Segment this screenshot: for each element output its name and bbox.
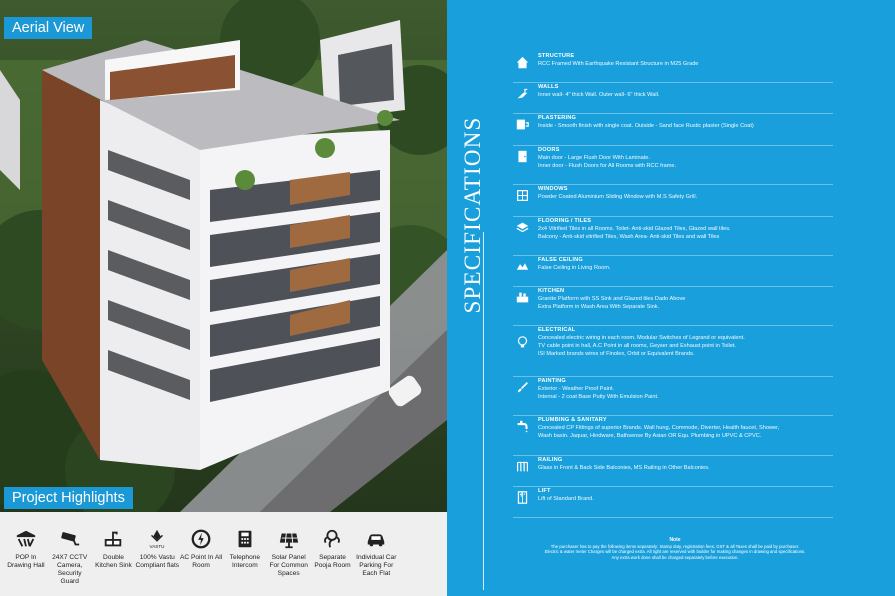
spec-kitchen [513,287,833,326]
window-icon [516,189,529,202]
specifications-list [513,52,833,518]
spec-heading: PLASTERING [538,115,577,121]
vastu-icon [146,528,168,550]
ceiling-icon [516,260,529,273]
spec-text: Inside - Smooth finish with single coat. Outside - Sand face Rustic plaster (Single Coat) [538,123,754,129]
spec-text: Lift of Standard Brand. [538,496,594,502]
spec-text: 2x4 Vitrified Tiles in all Rooms. Toilet- Anti-skid Glazed Tiles, Glazed wall tiles. [538,226,731,232]
highlight-label: POP In Drawing Hall [7,554,45,569]
paint-brush-icon [516,381,529,394]
railing-icon [516,460,529,473]
spec-heading: FALSE CEILING [538,257,583,263]
spec-text: Wash basin. Jaquar, Hindware, Bathsense By Asian OR Equ. Plumbing in UPVC & CPVC. [538,433,762,439]
spec-text: Powder Coated Aluminium Sliding Window with M.S Safety Grill. [538,194,698,200]
note-line: Electric & water meter Charges will be charged extra. All right are reserved with builder for making changes in drawing and specifications. [544,549,806,555]
spec-text: Internal - 2 coat Base Putty With Emulsion Paint. [538,394,659,400]
spec-text: TV cable point in hall, A.C Point in all rooms, Geyser and Exhaust point in Toilet. [538,343,736,349]
project-highlights-bar [0,512,447,596]
spec-text: Extra Platform in Wash Area With Separate Sink. [538,304,660,310]
highlight-label: Telephone Intercom [229,554,261,569]
spec-text: RCC Framed With Earthquake Resistant Structure in M25 Grade [538,61,699,67]
spec-walls [513,83,833,114]
car-icon [365,528,387,550]
door-icon [516,150,529,163]
highlight-solar [267,512,311,596]
tap-icon [516,420,529,433]
specifications-panel [447,0,895,596]
telephone-icon [234,528,256,550]
spec-heading: STRUCTURE [538,53,575,59]
highlight-label: Solar Panel For Common Spaces [269,554,308,577]
highlight-cctv [48,512,92,596]
spec-text: Main door - Large Flush Door With Laminate. [538,155,650,161]
svg-text:VASTU: VASTU [149,544,165,550]
note-line: Any extra work done shall be charged separately before execution. [611,554,739,560]
specifications-title: SPECIFICATIONS [460,116,485,314]
spec-text: Concealed CP Fittings of superior Brands. Wall hung, Commode, Diverter, Health faucet, Shower, [538,425,780,431]
plaster-icon [516,118,529,131]
spec-text: Exterior - Weather Proof Paint. [538,386,615,392]
aerial-view-label: Aerial View [4,17,92,39]
aerial-panel [0,0,447,596]
ac-point-icon [190,528,212,550]
spec-heading: WALLS [538,84,559,90]
spec-heading: WINDOWS [538,186,568,192]
spec-painting [513,377,833,416]
spec-text: Inner wall- 4" thick Wall. Outer wall- 6" thick Wall. [538,92,660,98]
lift-icon [516,491,529,504]
spec-railing [513,456,833,487]
spec-false-ceiling [513,256,833,287]
highlight-label: Individual Car Parking For Each Flat [356,554,397,577]
highlight-vastu [135,512,179,596]
spec-flooring [513,217,833,256]
highlight-pooja [311,512,355,596]
spec-doors [513,146,833,185]
solar-panel-icon [278,528,300,550]
highlight-label: Separate Pooja Room [314,554,351,569]
tiles-icon [516,221,529,234]
spec-heading: PAINTING [538,378,566,384]
spec-text: Glass in Front & Back Side Balconies, MS Railing in Other Balconies. [538,465,710,471]
bulb-icon [516,336,529,349]
spec-lift [513,487,833,518]
house-icon [516,56,529,69]
pop-ceiling-icon [15,528,37,550]
cctv-camera-icon [59,528,81,550]
note-title: Note [669,537,681,543]
kitchen-sink-icon [102,528,124,550]
spec-heading: ELECTRICAL [538,327,576,333]
highlight-intercom [223,512,267,596]
spec-electrical [513,326,833,377]
note [480,538,870,560]
highlight-label: Double Kitchen Sink [95,554,132,569]
highlight-label: 100% Vastu Compliant flats [135,554,180,569]
spec-text: False Ceiling in Living Room. [538,265,611,271]
spec-text: Granite Platform with SS Sink and Glazed tiles Dado Above [538,296,686,302]
spec-text: Inner door - Flush Doors for All Rooms with RCC frame. [538,163,677,169]
kitchen-icon [516,291,529,304]
aerial-view-rendering [0,0,447,512]
spec-heading: LIFT [538,488,551,494]
spec-structure [513,52,833,83]
spec-heading: KITCHEN [538,288,565,294]
spec-text: Balcony - Anti-skid vitrified Tiles, Wash Area- Anti-skid Tiles and wall Tiles [538,234,720,240]
spec-plumbing [513,416,833,456]
spec-heading: RAILING [538,457,563,463]
spec-plastering [513,114,833,146]
highlight-parking [354,512,398,596]
highlight-label: 24X7 CCTV Camera, Security Guard [52,554,88,585]
spec-text: ISI Marked brands wires of Finolex, Orbit or Equivalent Brands. [538,351,695,357]
highlight-label: AC Point In All Room [180,554,223,569]
note-line: The purchaser has to pay the following items separately: Stamp duty, registration fees, GST & all Taxes shall be paid by purchaser. [550,543,800,549]
spec-text: Concealed electric wiring in each room. Modular Switches of Legrand or equivalent. [538,335,745,341]
ganesha-icon [321,528,343,550]
highlight-ac [179,512,223,596]
highlight-pop [4,512,48,596]
spec-windows [513,185,833,217]
project-highlights-label: Project Highlights [4,487,133,509]
spec-heading: DOORS [538,147,560,153]
trowel-icon [516,87,529,100]
highlight-sink [92,512,136,596]
spec-heading: PLUMBING & SANITARY [538,417,607,423]
spec-heading: FLOORING / TILES [538,218,592,224]
